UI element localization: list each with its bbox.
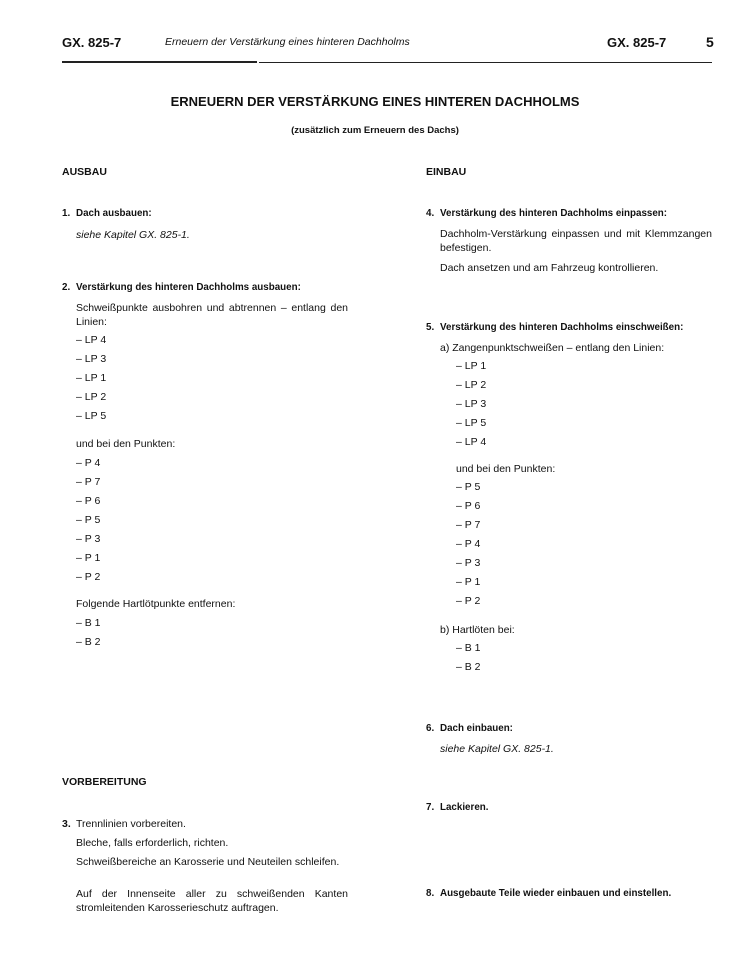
list-item: – P 7 — [456, 519, 481, 531]
page-number: 5 — [706, 34, 714, 50]
header-code-left: GX. 825-7 — [62, 35, 122, 50]
list-item: – P 6 — [456, 500, 481, 512]
braze-points-list — [76, 617, 101, 655]
step-1-reference: siehe Kapitel GX. 825-1. — [76, 229, 190, 241]
step-3-text-3: Auf der Innenseite aller zu schweißenden Kanten stromleitenden Karosserieschutz auftragen. — [76, 888, 348, 914]
section-heading-vorbereitung: VORBEREITUNG — [62, 776, 147, 788]
list-item: – P 6 — [76, 495, 101, 507]
list-item: – P 4 — [456, 538, 481, 550]
list-item: – LP 4 — [456, 436, 487, 448]
list-item: – B 2 — [456, 661, 481, 673]
list-item: – B 1 — [76, 617, 101, 629]
header-subject: Erneuern der Verstärkung eines hinteren Dachholms — [165, 36, 410, 48]
list-item: – P 1 — [456, 576, 481, 588]
step-title-text: Ausgebaute Teile wieder einbauen und einstellen. — [440, 888, 672, 899]
list-item: – LP 1 — [456, 360, 487, 372]
weld-lines-list — [76, 334, 106, 429]
header-rule-left — [62, 61, 257, 63]
list-item: – LP 3 — [456, 398, 487, 410]
weld-points-list — [76, 457, 100, 590]
header-code-right: GX. 825-7 — [607, 35, 667, 50]
points-label: und bei den Punkten: — [76, 438, 176, 450]
step-3-text-1: Bleche, falls erforderlich, richten. — [76, 837, 229, 849]
list-item: – B 1 — [456, 642, 481, 654]
weld-points-list — [456, 481, 480, 614]
step-1-title — [62, 208, 152, 219]
step-title-text: Verstärkung des hinteren Dachholms ausbauen: — [76, 282, 301, 293]
list-item: – P 3 — [456, 557, 481, 569]
step-5-title — [426, 322, 683, 333]
list-item: – LP 5 — [76, 410, 107, 422]
step-number: 1. — [62, 208, 71, 219]
list-item: – LP 4 — [76, 334, 107, 346]
step-title-text: Dach ausbauen: — [76, 208, 152, 219]
list-item: – P 5 — [456, 481, 481, 493]
step-number: 2. — [62, 282, 71, 293]
step-6-title — [426, 723, 513, 734]
step-title-text: Lackieren. — [440, 802, 489, 813]
step-number: 4. — [426, 208, 435, 219]
header-rule-right — [259, 62, 712, 63]
step-4-text-1: Dachholm-Verstärkung einpassen und mit Klemmzangen befestigen. — [440, 228, 712, 254]
list-item: – LP 5 — [456, 417, 487, 429]
list-item: – P 2 — [76, 571, 101, 583]
step-number: 7. — [426, 802, 435, 813]
list-item: – LP 2 — [456, 379, 487, 391]
step-4-text-2: Dach ansetzen und am Fahrzeug kontrollieren. — [440, 262, 659, 274]
braze-label: Folgende Hartlötpunkte entfernen: — [76, 598, 236, 610]
step-2-title — [62, 282, 301, 293]
step-3-title — [62, 818, 186, 830]
step-3-text-2: Schweißbereiche an Karosserie und Neuteilen schleifen. — [76, 856, 340, 868]
section-heading-einbau: EINBAU — [426, 166, 467, 178]
step-5a-text: a) Zangenpunktschweißen – entlang den Linien: — [440, 342, 665, 354]
list-item: – LP 2 — [76, 391, 107, 403]
step-title-text: Verstärkung des hinteren Dachholms einpassen: — [440, 208, 668, 219]
section-heading-ausbau: AUSBAU — [62, 166, 107, 178]
braze-points-list — [456, 642, 481, 680]
step-7-title — [426, 802, 488, 813]
step-title-text: Verstärkung des hinteren Dachholms einschweißen: — [440, 322, 684, 333]
list-item: – P 1 — [76, 552, 101, 564]
list-item: – P 2 — [456, 595, 481, 607]
step-number: 6. — [426, 723, 435, 734]
step-5b-text: b) Hartlöten bei: — [440, 624, 515, 636]
step-number: 5. — [426, 322, 435, 333]
list-item: – P 3 — [76, 533, 101, 545]
list-item: – LP 1 — [76, 372, 107, 384]
step-2-text: Schweißpunkte ausbohren und abtrennen – entlang den Linien: — [76, 302, 348, 328]
step-4-title — [426, 208, 667, 219]
list-item: – P 7 — [76, 476, 101, 488]
step-title-text: Trennlinien vorbereiten. — [76, 818, 186, 830]
list-item: – P 5 — [76, 514, 101, 526]
step-title-text: Dach einbauen: — [440, 723, 513, 734]
page-title: ERNEUERN DER VERSTÄRKUNG EINES HINTEREN DACHHOLMS — [170, 94, 580, 109]
step-6-reference: siehe Kapitel GX. 825-1. — [440, 743, 554, 755]
points-label: und bei den Punkten: — [456, 463, 556, 475]
step-8-title — [426, 888, 671, 899]
list-item: – P 4 — [76, 457, 101, 469]
step-number: 8. — [426, 888, 435, 899]
list-item: – B 2 — [76, 636, 101, 648]
weld-lines-list — [456, 360, 486, 455]
list-item: – LP 3 — [76, 353, 107, 365]
page-subtitle: (zusätzlich zum Erneuern des Dachs) — [291, 125, 459, 136]
step-number: 3. — [62, 818, 71, 830]
